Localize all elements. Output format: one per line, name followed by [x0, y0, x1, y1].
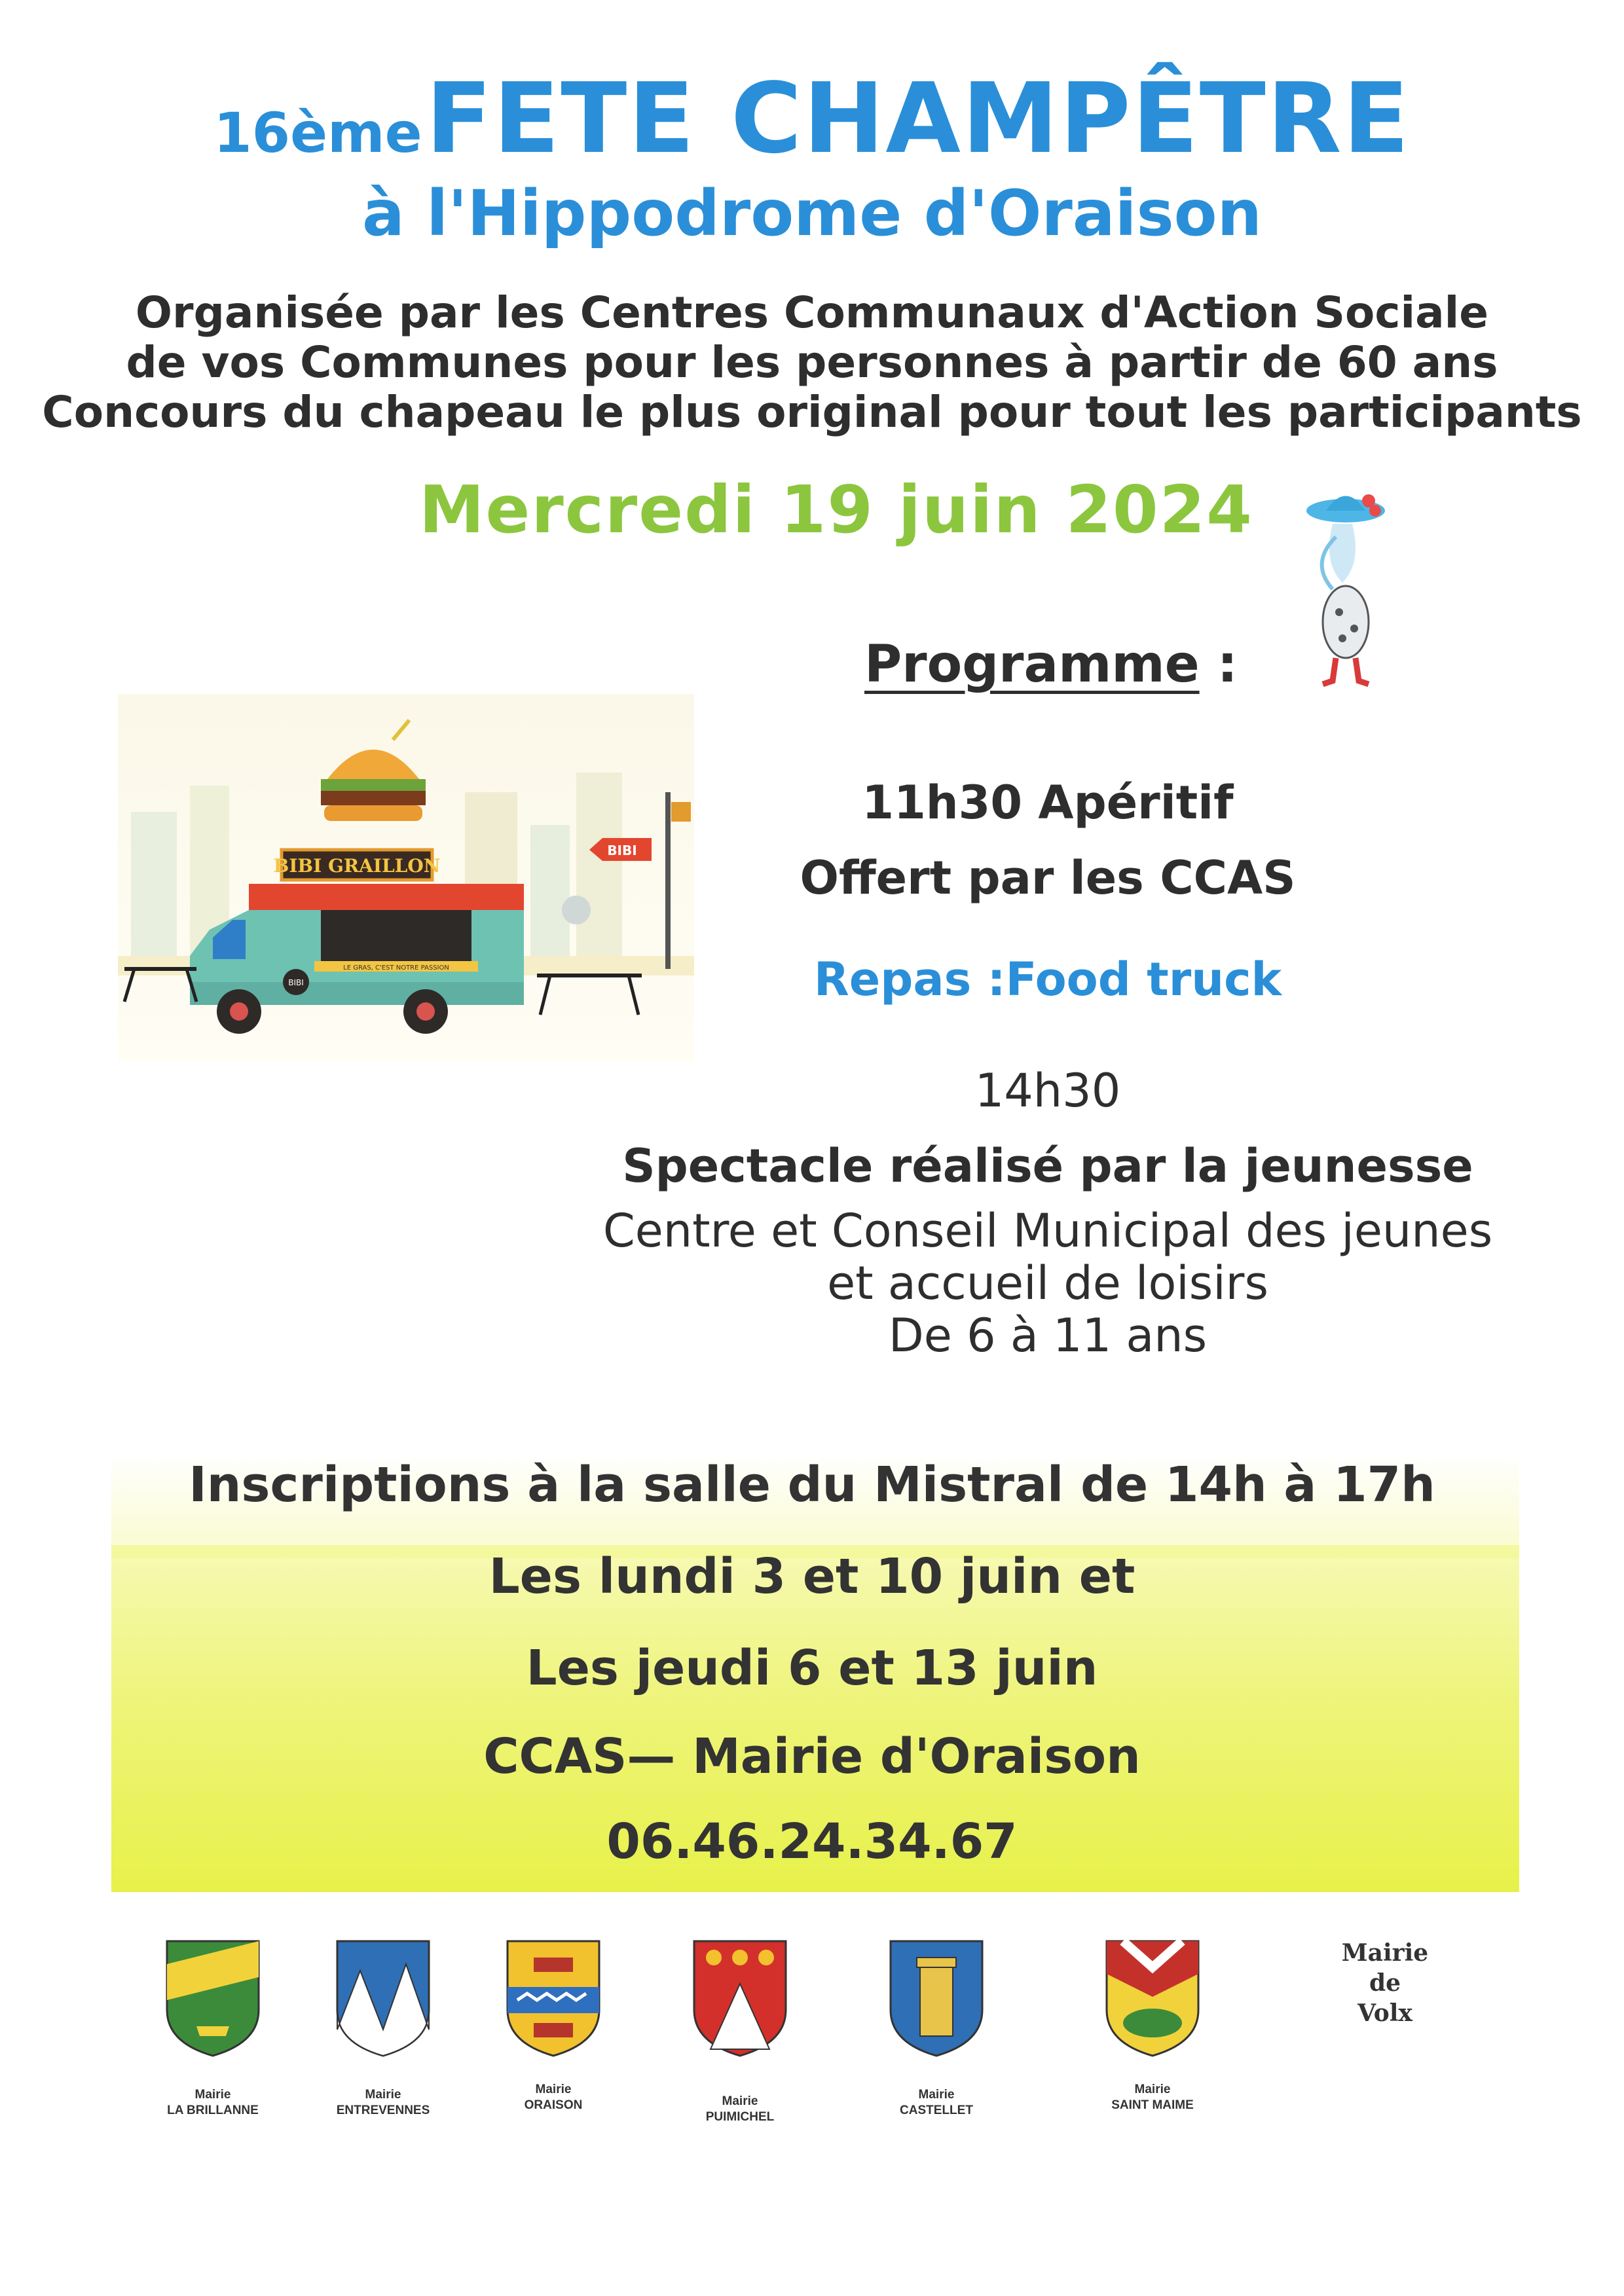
mairie-name: ORAISON	[524, 2098, 583, 2112]
mairie-label	[128, 2087, 298, 2119]
mairie-label	[1067, 2082, 1238, 2113]
show-detail-line: et accueil de loisirs	[827, 1256, 1268, 1310]
registration-line-2: Les lundi 3 et 10 juin et	[489, 1548, 1135, 1605]
meal-info: Repas :Food truck	[813, 953, 1282, 1006]
event-date: Mercredi 19 juin 2024	[419, 471, 1253, 548]
mairie-label	[655, 2094, 825, 2125]
registration-contact: CCAS— Mairie d'Oraison	[483, 1728, 1141, 1785]
volx-stamp-line: Volx	[1357, 1999, 1412, 2027]
mairie-name: CASTELLET	[900, 2104, 973, 2117]
mairie-prefix: Mairie	[194, 2088, 231, 2102]
mairie-label	[851, 2087, 1022, 2119]
mairie-prefix: Mairie	[918, 2088, 955, 2102]
organisation-line: Concours du chapeau le plus original pour tout les participants	[42, 387, 1582, 437]
puimichel-crest-icon	[691, 1938, 789, 2059]
food-truck-illustration	[118, 694, 694, 1061]
mairie-name: PUIMICHEL	[705, 2110, 775, 2124]
event-edition: 16ème	[213, 101, 422, 165]
aperitif-offer: Offert par les CCAS	[800, 851, 1296, 905]
mairie-prefix: Mairie	[722, 2094, 758, 2108]
registration-line-1: Inscriptions à la salle du Mistral de 14h à 17h	[189, 1457, 1435, 1513]
saint-maime-crest-icon	[1103, 1938, 1202, 2059]
mairie-name: ENTREVENNES	[336, 2104, 430, 2117]
organisation-line: Organisée par les Centres Communaux d'Action Sociale	[135, 287, 1489, 338]
show-detail-line: Centre et Conseil Municipal des jeunes	[602, 1204, 1493, 1258]
truck-sign-text: BIBI GRAILLON	[273, 855, 441, 877]
signpost-text: BIBI	[607, 843, 637, 858]
oraison-crest-icon	[504, 1938, 602, 2059]
registration-line-3: Les jeudi 6 et 13 juin	[526, 1640, 1098, 1696]
show-title: Spectacle réalisé par la jeunesse	[622, 1139, 1473, 1193]
mairie-prefix: Mairie	[1134, 2083, 1171, 2096]
castellet-crest-icon	[887, 1938, 986, 2059]
organisation-block	[0, 288, 1624, 437]
mairie-label	[468, 2082, 638, 2113]
show-time: 14h30	[974, 1064, 1121, 1118]
event-venue: à l'Hippodrome d'Oraison	[362, 177, 1262, 250]
mairie-prefix: Mairie	[365, 2088, 401, 2102]
truck-door-logo: BIBI	[288, 978, 304, 987]
mairie-name: LA BRILLANNE	[167, 2104, 259, 2117]
event-name: FETE CHAMPÊTRE	[426, 62, 1411, 175]
show-details	[589, 1205, 1506, 1362]
event-title	[0, 62, 1624, 175]
volx-stamp-line: Mairie	[1341, 1939, 1429, 1967]
show-detail-line: De 6 à 11 ans	[888, 1309, 1208, 1362]
registration-phone: 06.46.24.34.67	[606, 1813, 1018, 1870]
mairie-name: SAINT MAIME	[1111, 2098, 1194, 2112]
volx-stamp	[1303, 1938, 1467, 2075]
programme-colon: :	[1217, 635, 1238, 694]
la-brillanne-crest-icon	[164, 1938, 262, 2059]
programme-heading	[864, 635, 1238, 694]
hat-figure-illustration	[1297, 484, 1395, 701]
entrevennes-crest-icon	[334, 1938, 432, 2059]
volx-stamp-line: de	[1369, 1969, 1401, 1997]
aperitif-time: 11h30 Apéritif	[862, 776, 1234, 829]
mairie-prefix: Mairie	[535, 2083, 572, 2096]
programme-title: Programme	[864, 635, 1200, 694]
mairie-label	[298, 2087, 468, 2119]
organisation-line: de vos Communes pour les personnes à partir de 60 ans	[126, 337, 1498, 388]
truck-slogan: LE GRAS, C'EST NOTRE PASSION	[343, 964, 449, 972]
